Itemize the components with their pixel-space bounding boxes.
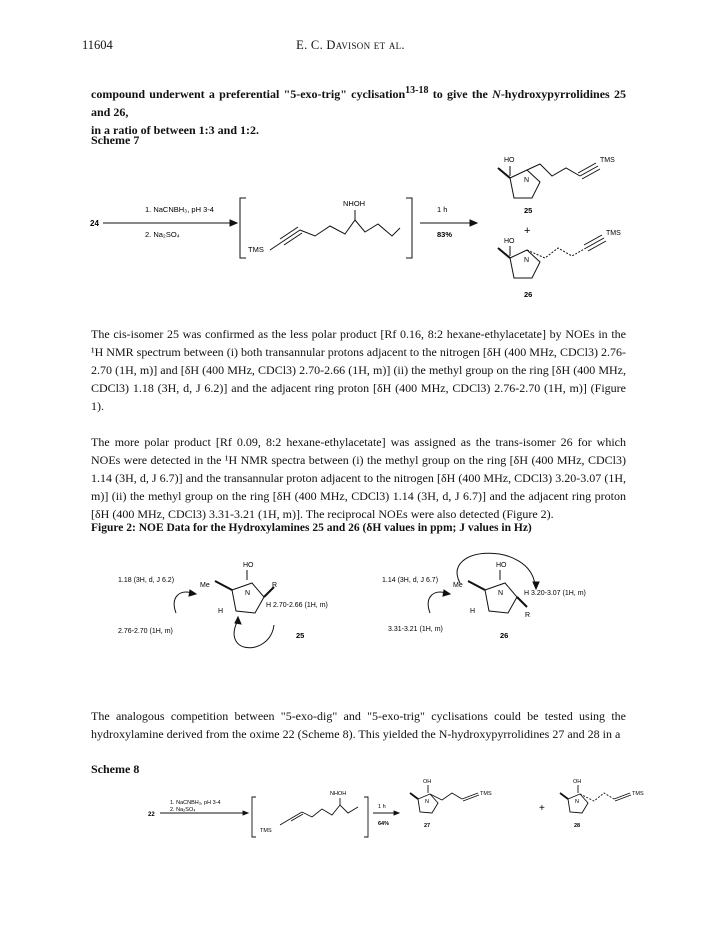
scheme-7-diagram bbox=[0, 140, 701, 310]
arrowhead-1 bbox=[230, 220, 237, 226]
bracket-right bbox=[406, 198, 412, 258]
fig2-26-h: H bbox=[470, 608, 476, 615]
fig2-26-n: N bbox=[498, 590, 504, 597]
arrowhead-2 bbox=[470, 220, 477, 226]
s8-n-a: N bbox=[425, 799, 429, 805]
s8-reagent-1: 1. NaCNBH₃, pH 3-4 bbox=[170, 800, 221, 806]
scheme7-reagent-1: 1. NaCNBH₃, pH 3-4 bbox=[145, 205, 214, 214]
s8-oh-b: OH bbox=[573, 779, 582, 785]
fig2-label-26: 26 bbox=[500, 631, 509, 640]
scheme7-ho-b: HO bbox=[504, 238, 515, 245]
product-25-ring bbox=[510, 170, 540, 198]
paragraph-intro-line1: compound underwent a preferential "5-exo-trig" cyclisation$^{13-18}$ to give the N-hydroxypyrrolidines 25 and 26, bbox=[91, 85, 626, 119]
fig2-25-me: Me bbox=[200, 582, 210, 589]
paragraph-competition: The analogous competition between "5-exo-dig" and "5-exo-trig" cyclisations could be tested using the hydroxylamine derived from the oxime 22 (Scheme 8). This yielded the N-hydroxypyrrolidines 27 and 28 in a bbox=[91, 709, 626, 741]
fig2-25-n: N bbox=[245, 590, 251, 597]
scheme7-start-label: 24 bbox=[90, 219, 99, 228]
s8-tms-b: TMS bbox=[632, 791, 644, 797]
noe-arrow-26-a bbox=[457, 553, 535, 585]
scheme7-label-25: 25 bbox=[524, 206, 533, 215]
fig2-26-ho: HO bbox=[496, 562, 507, 569]
fig2-25-ho: HO bbox=[243, 562, 254, 569]
intermediate-chain bbox=[300, 220, 400, 236]
scheme7-n-b: N bbox=[524, 257, 530, 264]
paragraph-trans-isomer: The more polar product [Rf 0.09, 8:2 hexane-ethylacetate] was assigned as the trans-isomer 26 for which NOEs were detected in the ¹H NMR spectra between (i) the methyl group on the ring [δH (400 MHz, CDCl3) 1.14 (3H, d, J 6.7)] and the transannular proton adjacent to the nitrogen [δH (400 MHz, CDCl3) 3.20-3.07 (1H, m)] (ii) the methyl group on the ring [δH (400 MHz, CDCl3) 1.14 (3H, d, J 6.7)] and the adjacent ring proton [δH (400 MHz, CDCl3) 3.31-3.21 (1H, m)]. The reciprocal NOEs were also detected (Figure 2). bbox=[91, 435, 626, 521]
scheme-8-title: Scheme 8 bbox=[91, 762, 140, 776]
s8-label-28: 28 bbox=[574, 823, 581, 829]
paragraph-intro bbox=[91, 82, 626, 139]
fig2-26-hn-shift: H 3.20-3.07 (1H, m) bbox=[524, 590, 586, 597]
fig2-label-25: 25 bbox=[296, 631, 305, 640]
s8-label-27: 27 bbox=[424, 823, 431, 829]
s8-tms-left: TMS bbox=[260, 828, 272, 834]
scheme7-ho-a: HO bbox=[504, 157, 515, 164]
chain-tms-link bbox=[270, 242, 282, 250]
s8-time: 1 h bbox=[378, 804, 386, 810]
fig2-26-ring-h-shift: 3.31-3.21 (1H, m) bbox=[388, 626, 443, 633]
scheme7-time: 1 h bbox=[437, 205, 448, 214]
paragraph-cis-isomer: The cis-isomer 25 was confirmed as the less polar product [Rf 0.16, 8:2 hexane-ethylacetate] by NOEs in the ¹H NMR spectrum between (i) both transannular protons adjacent to the nitrogen [δH (400 MHz, CDCl3) 2.76-2.70 (1H, m)] and [δH (400 MHz, CDCl3) 2.70-2.66 (1H, m)] (ii) the methyl group on the ring [δH (400 MHz, CDCl3) 1.18 (3H, d, J 6.2)] and the adjacent ring proton [δH (400 MHz, CDCl3) 2.76-2.70 (1H, m)] (Figure 1). bbox=[91, 327, 626, 413]
scheme7-tms-left: TMS bbox=[248, 245, 264, 254]
s8-oh-a: OH bbox=[423, 779, 432, 785]
scheme7-plus: + bbox=[524, 225, 531, 237]
s8-tms-a: TMS bbox=[480, 791, 492, 797]
s8-start-label: 22 bbox=[148, 812, 155, 818]
s8-intermediate-chain bbox=[302, 805, 358, 817]
scheme7-n-a: N bbox=[524, 177, 530, 184]
s8-yield: 64% bbox=[378, 821, 390, 827]
scheme7-nhoh: NHOH bbox=[343, 199, 366, 208]
figure-2-diagram bbox=[0, 545, 701, 665]
scheme-8-diagram bbox=[0, 775, 701, 855]
fig2-25-r: R bbox=[272, 582, 278, 589]
fig2-25-hn-shift: H 2.70-2.66 (1H, m) bbox=[266, 602, 328, 609]
s8-nhoh: NHOH bbox=[330, 791, 347, 797]
fig2-26-ring bbox=[485, 583, 517, 613]
scheme7-tms-b: TMS bbox=[606, 230, 621, 237]
fig2-25-ring bbox=[232, 583, 264, 613]
bracket-left bbox=[240, 198, 246, 258]
s8-reagent-2: 2. Na₂SO₄ bbox=[170, 807, 196, 813]
scheme7-label-26: 26 bbox=[524, 290, 533, 299]
fig2-25-h: H bbox=[218, 608, 224, 615]
fig2-26-r: R bbox=[525, 612, 531, 619]
running-head: E. C. Davison et al. bbox=[296, 38, 405, 52]
fig2-25-methyl-shift: 1.18 (3H, d, J 6.2) bbox=[118, 577, 175, 584]
scheme7-reagent-2: 2. Na₂SO₄ bbox=[145, 230, 180, 239]
scheme-7-title: Scheme 7 bbox=[91, 133, 140, 147]
s8-n-b: N bbox=[575, 799, 579, 805]
paragraph-intro-line2: in a ratio of between 1:3 and 1:2. bbox=[91, 123, 259, 137]
fig2-26-me: Me bbox=[453, 582, 463, 589]
figure-2-caption: Figure 2: NOE Data for the Hydroxylamines 25 and 26 (δH values in ppm; J values in Hz) bbox=[91, 522, 532, 534]
page-number: 11604 bbox=[82, 38, 113, 52]
scheme7-tms-a: TMS bbox=[600, 157, 615, 164]
scheme7-yield: 83% bbox=[437, 230, 453, 239]
s8-plus: + bbox=[539, 803, 545, 814]
fig2-25-ring-h-shift: 2.76-2.70 (1H, m) bbox=[118, 628, 173, 635]
product-26-ring bbox=[510, 250, 540, 278]
fig2-26-methyl-shift: 1.14 (3H, d, J 6.7) bbox=[382, 577, 439, 584]
